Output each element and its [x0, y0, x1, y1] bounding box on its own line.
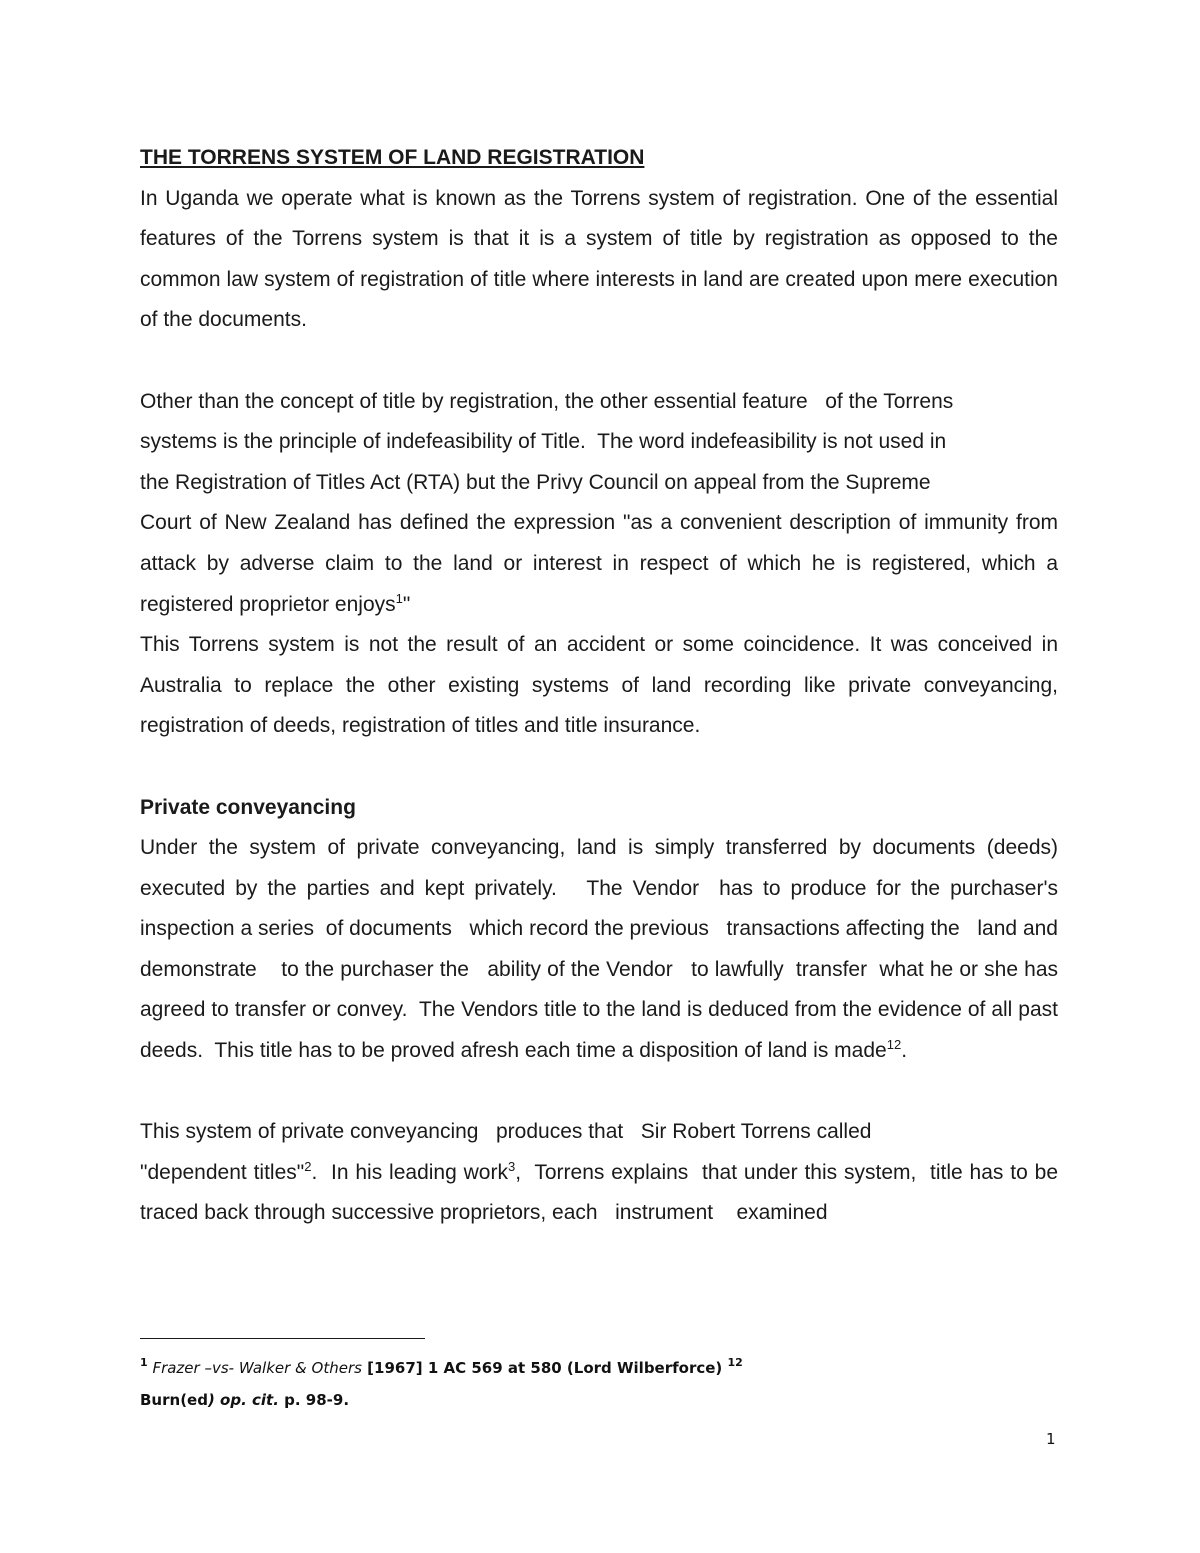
text-run: , Torrens explains that under this system, title has to be traced back through successive proprietors, each instrument examined [140, 1160, 1076, 1225]
page-number: 1 [1046, 1430, 1056, 1448]
footnote-1 [140, 1352, 1040, 1384]
footnote-ref: 3 [507, 1158, 516, 1174]
text-run: . In his leading work [311, 1160, 508, 1184]
author: Burn(ed [140, 1391, 208, 1409]
text-run: Under the system of private conveyancing, land is simply transferred by documents (deeds) executed by the parties and kept privately. The Vendor has to produce for the purchaser's inspection a series of documents which record the previous transactions affecting the land and demonstrate to the purchaser the ability of the Vendor to lawfully transfer what he or she has agreed to transfer or convey. The Vendors title to the land is deduced from the evidence of all past deeds. This title has to be proved afresh each time a disposition of land is made [140, 836, 1070, 1063]
footnote-separator [140, 1338, 425, 1339]
footnote-2 [140, 1384, 1040, 1416]
paragraph-spacer [140, 1072, 1058, 1113]
text-run: . [901, 1039, 908, 1063]
text-line: This system of private conveyancing produces that Sir Robert Torrens called [140, 1120, 872, 1144]
citation: [1967] 1 AC 569 at 580 (Lord Wilberforce) [361, 1359, 728, 1377]
footnote-ref: 2 [304, 1158, 312, 1174]
text-run: " [402, 592, 411, 616]
text-run: Court of New Zealand has defined the expression "as a convenient description of immunity from attack by adverse claim to the land or interest in respect of which he is registered, which a registered proprietor enjoys [140, 511, 1058, 616]
document-body [140, 138, 1076, 1234]
paragraph-intro: In Uganda we operate what is known as the Torrens system of registration. One of the essential features of the Torrens system is that it is a system of title by registration as opposed to the common law system of registration of title where interests in land are created upon mere execution of the documents. [140, 186, 1058, 332]
document-title: THE TORRENS SYSTEM OF LAND REGISTRATION [140, 146, 645, 169]
footnote-number: 12 [727, 1356, 743, 1369]
text-run: "dependent titles" [140, 1160, 305, 1184]
case-name: Frazer –vs- Walker & Others [152, 1359, 362, 1377]
pages: p. 98-9. [278, 1391, 350, 1409]
paragraph-private-conveyancing [140, 828, 1070, 1072]
paragraph-spacer [140, 341, 1058, 382]
paragraph-spacer [140, 747, 1058, 788]
section-heading: Private conveyancing [140, 795, 356, 819]
text-line: the Registration of Titles Act (RTA) but the Privy Council on appeal from the Supreme [140, 470, 931, 494]
paragraph-indefeasibility [140, 382, 1058, 504]
footnote-ref: 1 [395, 590, 403, 606]
reference: ) op. cit. [207, 1391, 279, 1409]
text-line: systems is the principle of indefeasibility of Title. The word indefeasibility is not used in [140, 430, 947, 454]
paragraph-origin: This Torrens system is not the result of an accident or some coincidence. It was conceived in Australia to replace the other existing systems of land recording like private conveyancing, registration of deeds, registration of titles and title insurance. [140, 633, 1058, 738]
footnote-ref: 12 [886, 1037, 902, 1053]
footnote-number: 1 [140, 1356, 148, 1369]
paragraph-indefeasibility-cont [140, 503, 1058, 625]
text-line: Other than the concept of title by registration, the other essential feature of the Torrens [140, 389, 954, 413]
footnotes [140, 1352, 1040, 1416]
paragraph-dependent-titles [140, 1112, 1076, 1234]
